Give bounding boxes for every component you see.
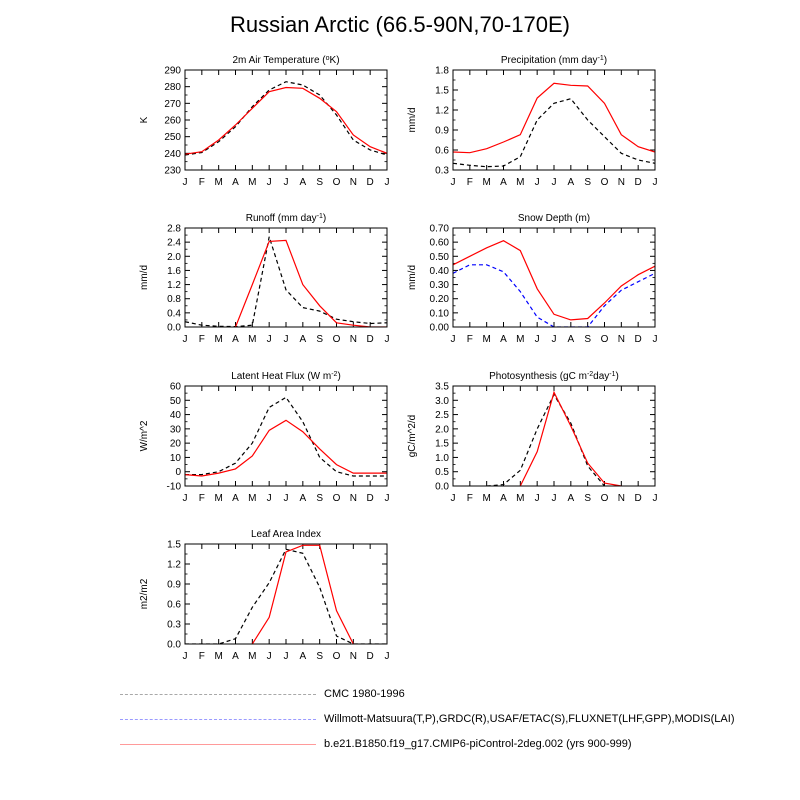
x-tick-label: J [283, 334, 289, 345]
panel-title: Snow Depth (m) [517, 213, 591, 224]
y-tick-label: 0.40 [429, 265, 449, 277]
series-line-0 [185, 82, 387, 155]
x-tick-label: M [248, 177, 257, 188]
y-tick-label: 3.5 [435, 381, 449, 393]
x-tick-label: J [182, 493, 188, 504]
x-tick-label: D [366, 177, 374, 188]
x-tick-label: D [366, 493, 374, 504]
legend-item-model [120, 736, 632, 752]
x-tick-label: M [516, 493, 525, 504]
x-tick-label: S [316, 334, 324, 345]
y-tick-label: 30 [169, 424, 181, 436]
x-tick-label: O [600, 177, 609, 188]
y-tick-label: 240 [164, 148, 181, 160]
y-tick-label: 0.5 [435, 467, 449, 479]
y-tick-label: 0.6 [167, 599, 181, 611]
y-tick-label: 0.0 [167, 322, 181, 334]
x-tick-label: A [232, 493, 239, 504]
y-tick-label: 0.3 [167, 619, 181, 631]
series-line-0 [453, 99, 655, 167]
legend-label-cmc: CMC 1980-1996 [324, 688, 405, 700]
series-line-0 [487, 395, 605, 486]
y-tick-label: 40 [169, 410, 181, 422]
legend-swatch-obs [120, 719, 316, 720]
x-tick-label: J [534, 334, 540, 345]
x-tick-label: F [198, 493, 205, 504]
x-tick-label: F [466, 334, 473, 345]
x-tick-label: M [248, 493, 257, 504]
y-tick-label: 1.2 [167, 280, 181, 292]
x-tick-label: F [466, 177, 473, 188]
x-tick-label: N [617, 334, 625, 345]
y-tick-label: 0.10 [429, 308, 449, 320]
chart-panel-1 [407, 55, 658, 189]
y-tick-label: 1.2 [435, 105, 449, 117]
y-tick-label: 2.8 [167, 223, 181, 235]
x-tick-label: N [349, 651, 357, 662]
legend-label-model: b.e21.B1850.f19_g17.CMIP6-piControl-2deg.002 (yrs 900-999) [324, 738, 632, 750]
y-tick-label: 0.0 [167, 639, 181, 651]
y-tick-label: 60 [169, 381, 181, 393]
y-tick-label: 0.4 [167, 308, 181, 320]
y-tick-label: 0.8 [167, 294, 181, 306]
y-axis-label: mm/d [139, 265, 150, 290]
x-tick-label: M [482, 493, 491, 504]
x-tick-label: D [634, 177, 642, 188]
x-tick-label: S [584, 334, 592, 345]
y-tick-label: 50 [169, 395, 181, 407]
x-tick-label: A [299, 177, 307, 188]
x-tick-label: D [366, 334, 374, 345]
x-tick-label: O [332, 334, 341, 345]
x-tick-label: J [182, 177, 188, 188]
series-line-0 [453, 265, 655, 327]
series-line-1 [453, 83, 655, 152]
x-tick-label: J [266, 334, 272, 345]
x-tick-label: M [248, 334, 257, 345]
plot-frame [453, 386, 655, 486]
x-tick-label: S [584, 177, 592, 188]
y-tick-label: 3.0 [435, 395, 449, 407]
x-tick-label: A [500, 334, 507, 345]
chart-panel-0 [139, 55, 390, 189]
panel-title: Precipitation (mm day$^{-1}$) [500, 54, 608, 66]
x-tick-label: J [266, 493, 272, 504]
y-axis-label: gC/m^2/d [407, 414, 418, 458]
x-tick-label: M [248, 651, 257, 662]
x-tick-label: M [214, 334, 223, 345]
x-tick-label: J [384, 177, 390, 188]
x-tick-label: N [349, 334, 357, 345]
x-tick-label: S [316, 493, 324, 504]
x-tick-label: A [232, 177, 239, 188]
x-tick-label: J [551, 334, 557, 345]
series-line-1 [252, 545, 353, 644]
x-tick-label: A [500, 493, 507, 504]
x-tick-label: O [332, 177, 341, 188]
x-tick-label: A [567, 334, 575, 345]
chart-panel-2 [139, 213, 390, 346]
x-tick-label: J [534, 493, 540, 504]
series-line-0 [185, 397, 387, 476]
x-tick-label: A [232, 651, 239, 662]
y-tick-label: -10 [166, 481, 181, 493]
y-tick-label: 0.9 [167, 579, 181, 591]
plot-frame [453, 228, 655, 327]
legend-item-obs [120, 711, 735, 727]
x-tick-label: M [214, 177, 223, 188]
x-tick-label: F [198, 651, 205, 662]
y-tick-label: 10 [169, 452, 181, 464]
x-tick-label: A [299, 334, 307, 345]
x-tick-label: N [349, 177, 357, 188]
x-tick-label: J [283, 493, 289, 504]
y-axis-label: mm/d [407, 107, 418, 133]
x-tick-label: J [652, 334, 658, 345]
y-tick-label: 260 [164, 115, 181, 127]
x-tick-label: A [500, 177, 507, 188]
x-tick-label: J [384, 493, 390, 504]
series-line-1 [453, 241, 655, 320]
plot-frame [185, 386, 387, 486]
x-tick-label: O [332, 493, 341, 504]
series-line-0 [185, 237, 387, 327]
y-tick-label: 290 [164, 65, 181, 77]
legend-item-cmc [120, 686, 405, 702]
y-tick-label: 0.50 [429, 251, 449, 263]
plot-frame [185, 70, 387, 170]
x-tick-label: J [534, 177, 540, 188]
x-tick-label: O [600, 334, 609, 345]
x-tick-label: S [316, 651, 324, 662]
x-tick-label: M [516, 177, 525, 188]
x-tick-label: F [198, 177, 205, 188]
x-tick-label: M [214, 651, 223, 662]
x-tick-label: M [482, 334, 491, 345]
panel-title: Runoff (mm day$^{-1}$) [245, 212, 327, 224]
x-tick-label: J [182, 651, 188, 662]
x-tick-label: J [450, 334, 456, 345]
y-tick-label: 0.3 [435, 165, 449, 177]
panel-title: Latent Heat Flux (W $m^{-2}$) [231, 370, 341, 382]
x-tick-label: F [198, 334, 205, 345]
x-tick-label: J [652, 493, 658, 504]
y-tick-label: 2.0 [167, 251, 181, 263]
x-tick-label: N [617, 177, 625, 188]
x-tick-label: J [266, 177, 272, 188]
x-tick-label: J [551, 177, 557, 188]
series-line-1 [185, 420, 387, 476]
x-tick-label: O [600, 493, 609, 504]
y-tick-label: 1.2 [167, 559, 181, 571]
chart-panel-5 [407, 371, 658, 505]
x-tick-label: O [332, 651, 341, 662]
x-tick-label: D [634, 334, 642, 345]
series-line-1 [520, 392, 621, 486]
page-title: Russian Arctic (66.5-90N,70-170E) [230, 12, 570, 37]
x-tick-label: N [349, 493, 357, 504]
y-tick-label: 2.0 [435, 424, 449, 436]
plot-frame [185, 228, 387, 327]
y-tick-label: 0.6 [435, 145, 449, 157]
y-tick-label: 270 [164, 98, 181, 110]
plot-frame [453, 70, 655, 170]
y-tick-label: 1.0 [435, 452, 449, 464]
y-tick-label: 1.5 [167, 539, 181, 551]
x-tick-label: A [299, 651, 307, 662]
y-tick-label: 0.30 [429, 280, 449, 292]
series-line-0 [185, 549, 387, 644]
x-tick-label: J [283, 651, 289, 662]
y-tick-label: 0.70 [429, 223, 449, 235]
x-tick-label: S [584, 493, 592, 504]
y-tick-label: 1.6 [167, 265, 181, 277]
x-tick-label: J [450, 493, 456, 504]
legend-swatch-cmc [120, 694, 316, 695]
y-tick-label: 2.5 [435, 410, 449, 422]
x-tick-label: D [634, 493, 642, 504]
x-tick-label: J [384, 651, 390, 662]
x-tick-label: J [384, 334, 390, 345]
series-line-1 [236, 240, 388, 327]
y-tick-label: 1.5 [435, 438, 449, 450]
x-tick-label: J [652, 177, 658, 188]
y-axis-label: m2/m2 [139, 578, 150, 610]
y-tick-label: 0 [175, 467, 181, 479]
x-tick-label: J [266, 651, 272, 662]
x-tick-label: M [214, 493, 223, 504]
y-tick-label: 0.9 [435, 125, 449, 137]
x-tick-label: D [366, 651, 374, 662]
panel-title: Leaf Area Index [250, 529, 322, 540]
legend-swatch-model [120, 744, 316, 745]
x-tick-label: F [466, 493, 473, 504]
y-tick-label: 230 [164, 165, 181, 177]
legend-label-obs: Willmott-Matsuura(T,P),GRDC(R),USAF/ETAC(S),FLUXNET(LHF,GPP),MODIS(LAI) [324, 713, 735, 725]
x-tick-label: J [450, 177, 456, 188]
panel-title: 2m Air Temperature ($^o$K) [232, 54, 340, 66]
y-tick-label: 280 [164, 82, 181, 94]
y-tick-label: 0.20 [429, 294, 449, 306]
plot-frame [185, 544, 387, 644]
y-axis-label: mm/d [407, 265, 418, 290]
chart-panel-6 [139, 529, 390, 662]
x-tick-label: M [516, 334, 525, 345]
y-tick-label: 1.8 [435, 65, 449, 77]
y-tick-label: 0.60 [429, 237, 449, 249]
panel-title: Photosynthesis (gC $m^{-2}day^{-1}$) [489, 370, 619, 382]
x-tick-label: J [283, 177, 289, 188]
x-tick-label: A [567, 493, 575, 504]
y-tick-label: 250 [164, 132, 181, 144]
y-tick-label: 0.0 [435, 481, 449, 493]
x-tick-label: S [316, 177, 324, 188]
y-axis-label: K [139, 116, 150, 124]
x-tick-label: J [182, 334, 188, 345]
x-tick-label: M [482, 177, 491, 188]
y-axis-label: W/m^2 [139, 420, 150, 452]
y-tick-label: 1.5 [435, 85, 449, 97]
series-line-1 [185, 88, 387, 155]
chart-panel-4 [139, 371, 390, 505]
y-tick-label: 20 [169, 438, 181, 450]
x-tick-label: N [617, 493, 625, 504]
x-tick-label: A [567, 177, 575, 188]
chart-panel-3 [407, 213, 658, 345]
x-tick-label: J [551, 493, 557, 504]
x-tick-label: A [299, 493, 307, 504]
x-tick-label: A [232, 334, 239, 345]
y-tick-label: 0.00 [429, 322, 449, 334]
y-tick-label: 2.4 [167, 237, 181, 249]
